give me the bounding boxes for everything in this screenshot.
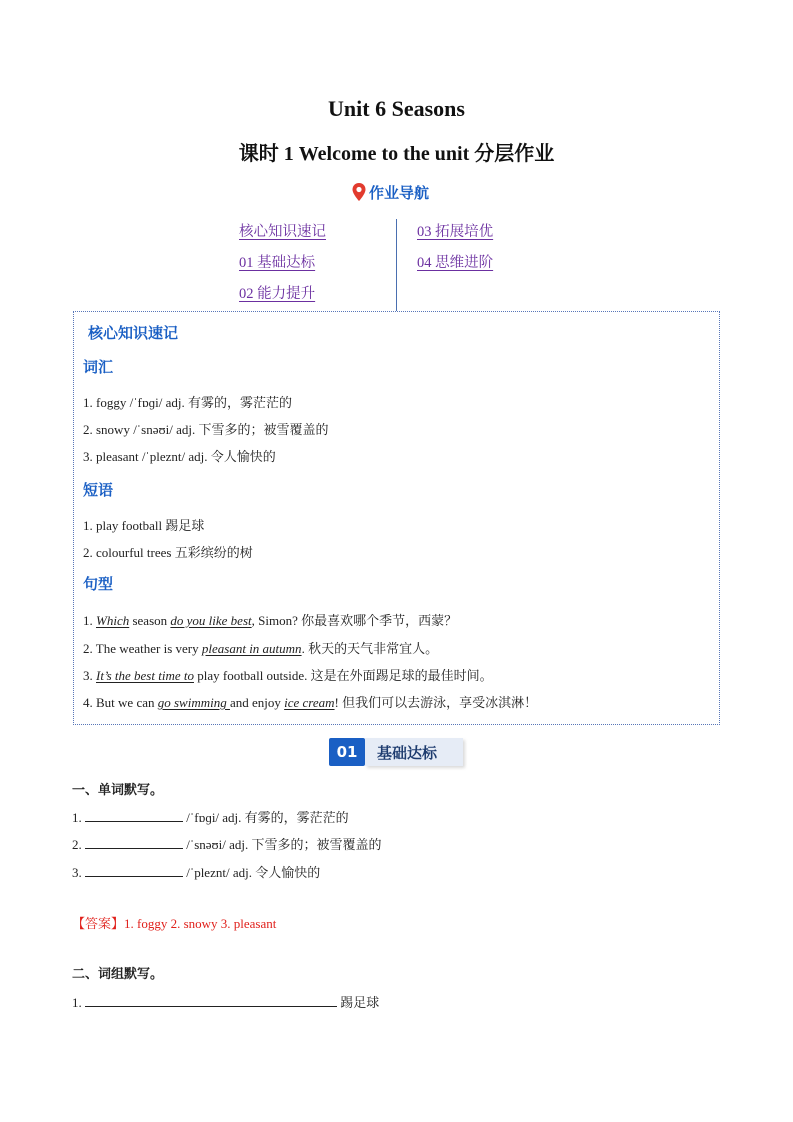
key-phrase: pleasant in autumn [201, 641, 302, 656]
section-number: 01 [329, 738, 365, 766]
sentence-item [83, 610, 457, 629]
sentence-text: . 秋天的天气非常宜人。 [301, 641, 439, 656]
page-subtitle: 课时 1 Welcome to the unit 分层作业 [238, 143, 555, 165]
sentence-item [83, 692, 537, 711]
question-line [72, 834, 382, 853]
sentence-text: 2. The weather is very [83, 641, 202, 656]
item-number: 3. [72, 865, 85, 880]
sentence-text: 3. [83, 668, 96, 683]
item-text: /ˈpleznt/ adj. 令人愉快的 [183, 865, 321, 880]
sentence-text: season [129, 613, 171, 628]
key-phrase: go swimming [157, 695, 230, 710]
item-number: 1. [72, 810, 85, 825]
core-heading: 核心知识速记 [88, 324, 179, 342]
sentence-text: 4. But we can [83, 695, 158, 710]
item-text: 踢足球 [337, 995, 380, 1010]
item-text: /ˈsnəʊi/ adj. 下雪多的；被雪覆盖的 [183, 837, 382, 852]
nav-heading [352, 181, 429, 203]
key-phrase: do you like best [170, 613, 252, 628]
phrases-heading: 短语 [83, 481, 114, 499]
sentence-text: 1. [83, 613, 96, 628]
vocab-item: 1. foggy /ˈfɒɡi/ adj. 有雾的，雾茫茫的 [83, 395, 293, 410]
question-line [72, 807, 349, 826]
nav-link-core[interactable]: 核心知识速记 [239, 224, 326, 240]
question-2-title: 二、词组默写。 [72, 967, 164, 982]
page-title: Unit 6 Seasons [328, 96, 465, 121]
answer-text: 【答案】1. foggy 2. snowy 3. pleasant [72, 916, 277, 931]
vocab-item: 2. snowy /ˈsnəʊi/ adj. 下雪多的；被雪覆盖的 [83, 422, 329, 437]
phrase-item: 2. colourful trees 五彩缤纷的树 [83, 545, 253, 560]
key-phrase: ice cream [284, 695, 335, 710]
nav-link-03[interactable]: 03 拓展培优 [417, 224, 494, 240]
item-number: 1. [72, 995, 85, 1010]
section-01-banner [329, 738, 463, 766]
sentence-text: ! 但我们可以去游泳，享受冰淇淋！ [334, 695, 538, 710]
sentence-text: play football outside. 这是在外面踢足球的最佳时间。 [193, 668, 493, 683]
item-number: 2. [72, 837, 85, 852]
nav-link-04[interactable]: 04 思维进阶 [417, 255, 494, 271]
sentence-item [83, 638, 438, 657]
answer-blank[interactable] [85, 809, 183, 822]
nav-link-02[interactable]: 02 能力提升 [239, 286, 316, 302]
question-1-title: 一、单词默写。 [72, 783, 164, 798]
sentences-heading: 句型 [83, 575, 114, 593]
nav-link-01[interactable]: 01 基础达标 [239, 255, 316, 271]
answer-blank[interactable] [85, 836, 183, 849]
key-phrase: It’s the best time to [96, 668, 194, 683]
vocab-item: 3. pleasant /ˈpleznt/ adj. 令人愉快的 [83, 449, 276, 464]
key-phrase: Which [96, 613, 130, 628]
sentence-text: and enjoy [229, 695, 285, 710]
question-line [72, 862, 320, 881]
phrase-item: 1. play football 踢足球 [83, 518, 205, 533]
item-text: /ˈfɒɡi/ adj. 有雾的，雾茫茫的 [183, 810, 349, 825]
nav-heading-text: 作业导航 [369, 183, 430, 202]
answer-blank[interactable] [85, 864, 183, 877]
location-pin-icon [352, 183, 366, 201]
section-label: 基础达标 [365, 738, 463, 766]
sentence-text: , Simon? 你最喜欢哪个季节，西蒙？ [251, 613, 458, 628]
nav-divider [396, 219, 397, 311]
question-line [72, 992, 379, 1011]
answer-blank[interactable] [85, 994, 337, 1007]
vocab-heading: 词汇 [83, 358, 114, 376]
sentence-item [83, 665, 493, 684]
